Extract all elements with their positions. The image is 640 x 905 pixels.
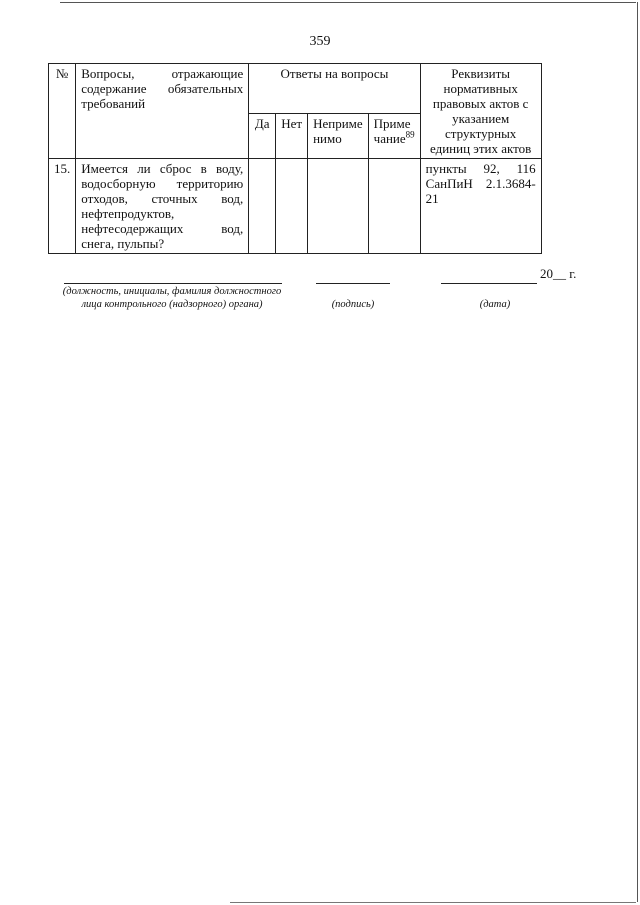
official-signature-line xyxy=(64,283,282,284)
page-number: 359 xyxy=(309,34,331,49)
row-answer-not-applicable xyxy=(308,159,369,254)
header-num: № xyxy=(49,64,76,159)
signature-caption: (подпись) xyxy=(331,299,375,310)
header-row-1 xyxy=(49,64,542,114)
table-row xyxy=(49,159,542,254)
row-answer-yes xyxy=(249,159,276,254)
header-no: Нет xyxy=(276,113,308,158)
header-not-applicable: Неприме нимо xyxy=(308,113,369,158)
page-edge-right xyxy=(637,2,638,902)
row-question: Имеется ли сброс в воду, водосборную территорию отходов, сточных вод, нефтепродуктов, нефтесодержащих вод, снега, пульпы? xyxy=(76,159,249,254)
header-requisites: Реквизиты нормативных правовых актов с указанием структурных единиц этих актов xyxy=(420,64,541,159)
row-num: 15. xyxy=(49,159,76,254)
checklist-table xyxy=(48,63,542,254)
date-caption: (дата) xyxy=(479,299,511,310)
footnote-mark: 89 xyxy=(405,129,415,140)
header-note xyxy=(368,113,420,158)
official-caption: (должность, инициалы, фамилия должностного лица контрольного (надзорного) органа) xyxy=(62,286,282,310)
header-questions: Вопросы, отражающие содержание обязательных требований xyxy=(76,64,249,159)
page-edge-bottom xyxy=(230,902,636,903)
date-year: 20__ г. xyxy=(540,266,577,281)
date-line xyxy=(441,283,537,284)
row-note xyxy=(368,159,420,254)
page-edge-top xyxy=(60,2,636,3)
header-answers: Ответы на вопросы xyxy=(249,64,420,114)
row-answer-no xyxy=(276,159,308,254)
header-note-label: Приме чание xyxy=(373,115,411,146)
row-requisites: пункты 92, 116 СанПиН 2.1.3684-21 xyxy=(420,159,541,254)
header-yes: Да xyxy=(249,113,276,158)
signature-line xyxy=(316,283,390,284)
